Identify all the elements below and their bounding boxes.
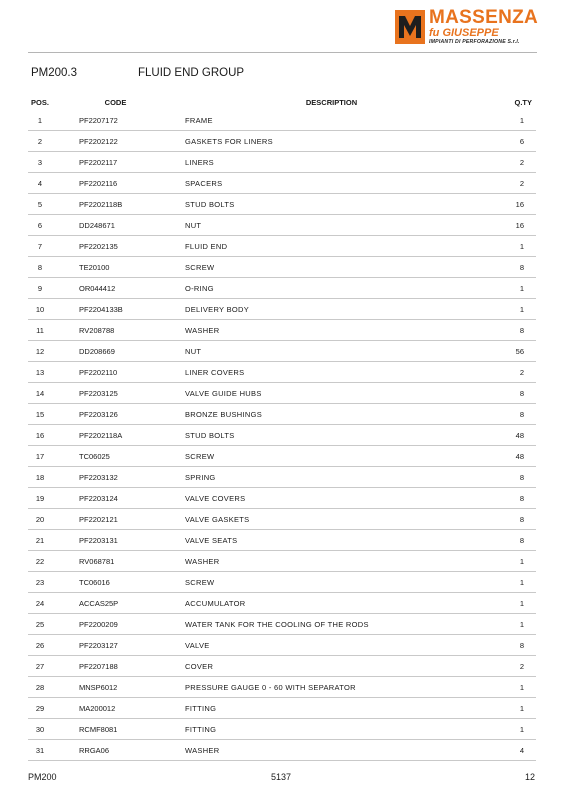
- table-row: [28, 320, 536, 341]
- table-row: [28, 593, 536, 614]
- row-pos: 14: [28, 383, 52, 404]
- table-row: [28, 740, 536, 761]
- row-pos: 11: [28, 320, 52, 341]
- row-description: LINERS: [179, 152, 484, 173]
- row-code: OR044412: [52, 278, 179, 299]
- row-pos: 6: [28, 215, 52, 236]
- column-header-code: CODE: [104, 97, 127, 107]
- logo-company-name: MASSENZA: [429, 7, 539, 28]
- row-code: TE20100: [52, 257, 179, 278]
- row-pos: 28: [28, 677, 52, 698]
- row-code: PF2203124: [52, 488, 179, 509]
- row-qty: 8: [484, 320, 536, 341]
- row-description: VALVE: [179, 635, 484, 656]
- table-row: [28, 656, 536, 677]
- row-description: VALVE GASKETS: [179, 509, 484, 530]
- column-header-description: DESCRIPTION: [305, 97, 358, 107]
- row-qty: 16: [484, 194, 536, 215]
- row-code: PF2202122: [52, 131, 179, 152]
- row-qty: 1: [484, 677, 536, 698]
- row-description: SCREW: [179, 446, 484, 467]
- row-code: PF2202110: [52, 362, 179, 383]
- row-qty: 1: [484, 299, 536, 320]
- row-pos: 12: [28, 341, 52, 362]
- page-number: 12: [524, 772, 535, 782]
- table-row: [28, 551, 536, 572]
- table-row: [28, 446, 536, 467]
- row-qty: 8: [484, 467, 536, 488]
- row-description: VALVE SEATS: [179, 530, 484, 551]
- row-description: WASHER: [179, 740, 484, 761]
- row-pos: 1: [28, 110, 52, 131]
- row-pos: 27: [28, 656, 52, 677]
- row-qty: 48: [484, 425, 536, 446]
- row-qty: 1: [484, 572, 536, 593]
- table-row: [28, 257, 536, 278]
- table-row: [28, 173, 536, 194]
- row-qty: 8: [484, 635, 536, 656]
- row-description: O-RING: [179, 278, 484, 299]
- row-qty: 1: [484, 719, 536, 740]
- row-pos: 20: [28, 509, 52, 530]
- row-code: DD248671: [52, 215, 179, 236]
- row-description: VALVE COVERS: [179, 488, 484, 509]
- row-code: DD208669: [52, 341, 179, 362]
- row-qty: 8: [484, 530, 536, 551]
- row-description: SCREW: [179, 257, 484, 278]
- parts-table-body: [28, 110, 536, 761]
- row-code: MNSP6012: [52, 677, 179, 698]
- row-description: NUT: [179, 215, 484, 236]
- row-qty: 1: [484, 278, 536, 299]
- row-qty: 2: [484, 173, 536, 194]
- row-code: PF2203132: [52, 467, 179, 488]
- row-qty: 1: [484, 614, 536, 635]
- row-pos: 4: [28, 173, 52, 194]
- table-row: [28, 362, 536, 383]
- row-pos: 19: [28, 488, 52, 509]
- row-description: FITTING: [179, 719, 484, 740]
- row-description: BRONZE BUSHINGS: [179, 404, 484, 425]
- row-pos: 15: [28, 404, 52, 425]
- table-row: [28, 152, 536, 173]
- row-pos: 31: [28, 740, 52, 761]
- table-header-row: [28, 94, 536, 110]
- row-description: GASKETS FOR LINERS: [179, 131, 484, 152]
- row-code: PF2204133B: [52, 299, 179, 320]
- footer-number: 5137: [271, 772, 292, 782]
- row-qty: 4: [484, 740, 536, 761]
- row-description: COVER: [179, 656, 484, 677]
- row-code: PF2202118B: [52, 194, 179, 215]
- row-pos: 17: [28, 446, 52, 467]
- row-qty: 1: [484, 551, 536, 572]
- row-code: PF2203131: [52, 530, 179, 551]
- logo-company-sub: fu GIUSEPPE: [429, 27, 499, 39]
- row-code: ACCAS25P: [52, 593, 179, 614]
- row-qty: 8: [484, 383, 536, 404]
- table-row: [28, 719, 536, 740]
- row-code: PF2202118A: [52, 425, 179, 446]
- row-pos: 25: [28, 614, 52, 635]
- row-description: WATER TANK FOR THE COOLING OF THE RODS: [179, 614, 484, 635]
- row-pos: 30: [28, 719, 52, 740]
- document-code: PM200.3: [31, 67, 78, 79]
- logo-tagline: IMPIANTI DI PERFORAZIONE S.r.l.: [429, 39, 520, 45]
- row-pos: 29: [28, 698, 52, 719]
- row-code: PF2207172: [52, 110, 179, 131]
- row-code: PF2202135: [52, 236, 179, 257]
- row-qty: 1: [484, 110, 536, 131]
- table-row: [28, 425, 536, 446]
- row-code: TC06025: [52, 446, 179, 467]
- table-row: [28, 635, 536, 656]
- row-code: RRGA06: [52, 740, 179, 761]
- row-description: SPRING: [179, 467, 484, 488]
- table-row: [28, 698, 536, 719]
- row-qty: 1: [484, 698, 536, 719]
- row-description: ACCUMULATOR: [179, 593, 484, 614]
- row-code: MA200012: [52, 698, 179, 719]
- row-pos: 3: [28, 152, 52, 173]
- row-qty: 6: [484, 131, 536, 152]
- row-pos: 10: [28, 299, 52, 320]
- row-description: WASHER: [179, 551, 484, 572]
- row-pos: 26: [28, 635, 52, 656]
- row-description: WASHER: [179, 320, 484, 341]
- table-row: [28, 299, 536, 320]
- row-qty: 1: [484, 593, 536, 614]
- row-code: RV068781: [52, 551, 179, 572]
- table-row: [28, 572, 536, 593]
- row-qty: 2: [484, 152, 536, 173]
- row-qty: 56: [484, 341, 536, 362]
- table-row: [28, 194, 536, 215]
- row-pos: 21: [28, 530, 52, 551]
- table-row: [28, 530, 536, 551]
- row-code: PF2203125: [52, 383, 179, 404]
- row-pos: 22: [28, 551, 52, 572]
- row-description: SPACERS: [179, 173, 484, 194]
- row-pos: 7: [28, 236, 52, 257]
- row-qty: 16: [484, 215, 536, 236]
- row-qty: 8: [484, 488, 536, 509]
- row-code: PF2207188: [52, 656, 179, 677]
- row-code: PF2203127: [52, 635, 179, 656]
- table-row: [28, 614, 536, 635]
- row-qty: 1: [484, 236, 536, 257]
- row-pos: 2: [28, 131, 52, 152]
- table-row: [28, 110, 536, 131]
- table-row: [28, 278, 536, 299]
- row-description: FLUID END: [179, 236, 484, 257]
- row-description: DELIVERY BODY: [179, 299, 484, 320]
- row-pos: 5: [28, 194, 52, 215]
- row-pos: 16: [28, 425, 52, 446]
- row-description: VALVE GUIDE HUBS: [179, 383, 484, 404]
- footer-doc-code: PM200: [28, 772, 57, 782]
- row-description: NUT: [179, 341, 484, 362]
- row-code: PF2202116: [52, 173, 179, 194]
- row-description: STUD BOLTS: [179, 425, 484, 446]
- header-divider: [28, 52, 537, 53]
- row-description: LINER COVERS: [179, 362, 484, 383]
- column-header-pos: POS.: [31, 97, 49, 107]
- row-code: RCMF8081: [52, 719, 179, 740]
- row-qty: 48: [484, 446, 536, 467]
- row-code: PF2203126: [52, 404, 179, 425]
- table-row: [28, 383, 536, 404]
- row-description: PRESSURE GAUGE 0 - 60 WITH SEPARATOR: [179, 677, 484, 698]
- table-row: [28, 341, 536, 362]
- parts-table: [28, 94, 536, 761]
- row-qty: 2: [484, 362, 536, 383]
- row-code: RV208788: [52, 320, 179, 341]
- row-description: SCREW: [179, 572, 484, 593]
- table-row: [28, 131, 536, 152]
- table-row: [28, 467, 536, 488]
- row-pos: 8: [28, 257, 52, 278]
- table-row: [28, 677, 536, 698]
- row-pos: 24: [28, 593, 52, 614]
- row-code: PF2200209: [52, 614, 179, 635]
- row-description: FRAME: [179, 110, 484, 131]
- row-qty: 8: [484, 404, 536, 425]
- table-row: [28, 509, 536, 530]
- massenza-logo-icon: [395, 10, 425, 44]
- row-pos: 13: [28, 362, 52, 383]
- page-title: FLUID END GROUP: [138, 67, 245, 79]
- row-pos: 18: [28, 467, 52, 488]
- table-row: [28, 488, 536, 509]
- row-pos: 23: [28, 572, 52, 593]
- row-code: TC06016: [52, 572, 179, 593]
- table-row: [28, 236, 536, 257]
- row-code: PF2202121: [52, 509, 179, 530]
- row-description: FITTING: [179, 698, 484, 719]
- row-qty: 2: [484, 656, 536, 677]
- company-logo: [395, 8, 551, 48]
- table-row: [28, 404, 536, 425]
- table-row: [28, 215, 536, 236]
- row-description: STUD BOLTS: [179, 194, 484, 215]
- row-pos: 9: [28, 278, 52, 299]
- column-header-qty: Q.TY: [514, 97, 532, 107]
- row-qty: 8: [484, 509, 536, 530]
- row-qty: 8: [484, 257, 536, 278]
- row-code: PF2202117: [52, 152, 179, 173]
